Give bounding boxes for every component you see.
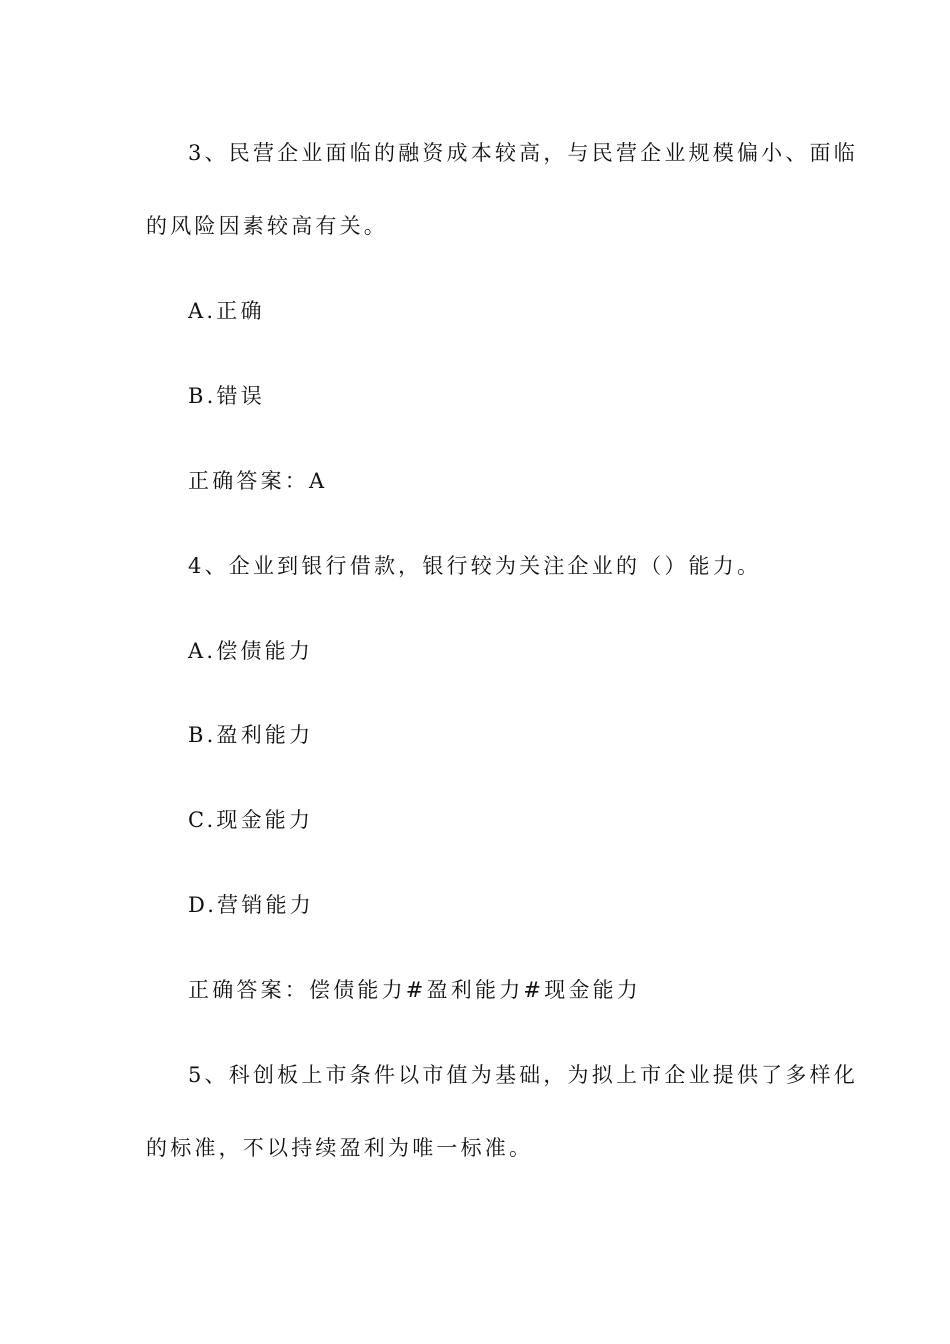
question-5-text-line-2: 的标准，不以持续盈利为唯一标准。 [146,1136,534,1160]
question-3-option-a: A.正确 [188,299,265,323]
question-4-option-c: C.现金能力 [188,808,314,832]
question-4-option-a: A.偿债能力 [188,639,314,663]
question-4-text: 4、企业到银行借款，银行较为关注企业的（）能力。 [188,554,762,578]
question-3-text-line-2: 的风险因素较高有关。 [146,214,388,238]
question-4-option-d: D.营销能力 [188,893,314,917]
question-4-answer: 正确答案：偿债能力#盈利能力#现金能力 [188,978,641,1002]
question-3-text-line-1: 3、民营企业面临的融资成本较高，与民营企业规模偏小、面临 [188,141,858,165]
question-4-option-b: B.盈利能力 [188,723,314,747]
question-5-text-line-1: 5、科创板上市条件以市值为基础，为拟上市企业提供了多样化 [188,1063,858,1087]
question-3-answer: 正确答案：A [188,469,328,493]
question-3-option-b: B.错误 [188,384,265,408]
